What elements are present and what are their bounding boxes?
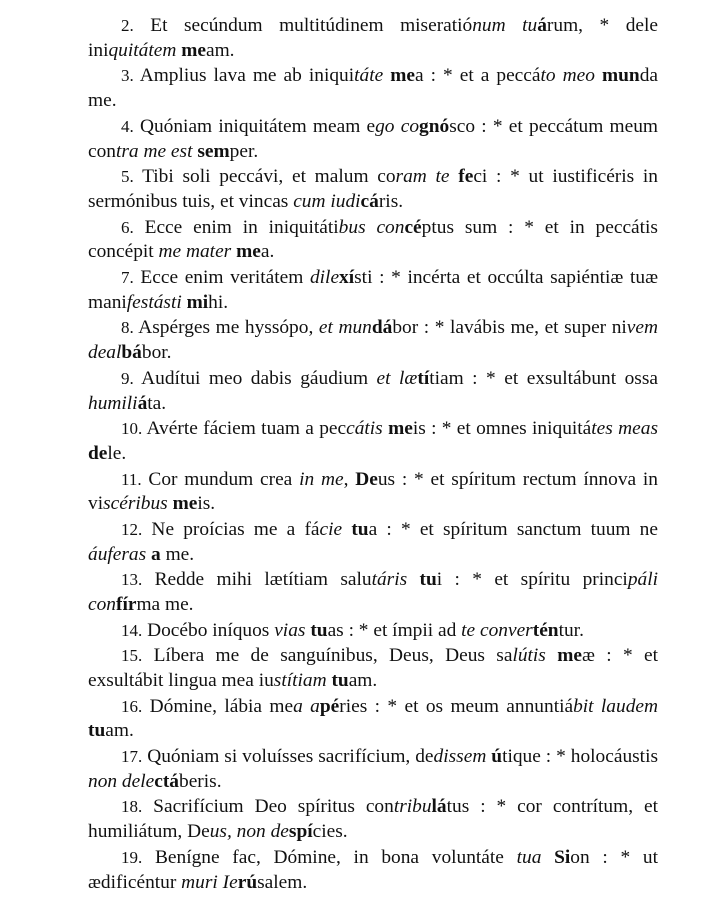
accent-syllable: me <box>181 39 206 61</box>
verse-text: rum, * dele ini <box>88 15 658 61</box>
cadence-text: cie <box>319 518 343 540</box>
verse-number: 14. <box>121 620 143 640</box>
cadence-text: scéribus <box>103 493 168 515</box>
verse-number: 19. <box>121 847 143 867</box>
verse-text: a. <box>260 241 275 263</box>
cadence-text: et læ <box>376 367 418 389</box>
accent-syllable: mi <box>186 291 209 313</box>
accent-syllable: fe <box>458 166 474 188</box>
verse-text: æ : * et exsultábit lingua mea iu <box>88 645 658 692</box>
verse-text: Redde mihi lætítiam salu <box>142 569 372 591</box>
accent-syllable: tu <box>88 720 106 742</box>
verse-text: as : * et ímpii ad <box>327 619 462 641</box>
verse-text: Docébo iníquos <box>142 619 275 641</box>
verse-number: 15. <box>121 646 143 666</box>
verse-text: i : * et spíritu princi <box>436 569 628 591</box>
verse <box>88 115 658 165</box>
verse-text: ci : * ut iustificéris in sermónibus tuis, et vincas <box>88 166 658 212</box>
verse-number: 4. <box>121 116 134 136</box>
verse-text: hi. <box>208 291 229 313</box>
verse-number: 5. <box>121 167 134 187</box>
verse-text: tique : * holocáustis <box>502 746 659 768</box>
cadence-text: non dele <box>88 770 155 792</box>
verse-number: 8. <box>121 318 134 338</box>
accent-syllable: tu <box>310 619 328 641</box>
verse <box>88 619 658 645</box>
accent-syllable: de <box>88 442 108 464</box>
verse <box>88 14 658 64</box>
verse-text <box>342 519 351 540</box>
verse-number: 18. <box>121 797 143 817</box>
cadence-text: lútis <box>512 645 546 667</box>
verse-text: Aspérges me hyssópo, <box>133 317 319 339</box>
cadence-text: táte <box>354 65 384 87</box>
verse <box>88 165 658 215</box>
verse-number: 2. <box>121 16 134 35</box>
cadence-text: bus con <box>338 216 405 238</box>
verse-text: tus : * cor contrítum, et humiliátum, De <box>88 796 658 843</box>
verse-text: Ne proícias me a fá <box>142 518 320 540</box>
accent-syllable: dá <box>371 317 393 339</box>
verse-text: Sacrifícium Deo spíritus con <box>142 796 394 818</box>
cadence-text: vem deal <box>88 317 658 364</box>
verse-text: Tibi soli peccávi, et malum co <box>133 166 396 188</box>
verse-text: bor : * lavábis me, et super ni <box>392 317 627 339</box>
verse <box>88 64 658 114</box>
accent-syllable: lá <box>431 796 447 818</box>
cadence-text: páli con <box>88 569 658 616</box>
cadence-text: vias <box>274 619 306 641</box>
verse-text: ta. <box>147 392 167 414</box>
accent-syllable: cé <box>404 216 422 238</box>
verse-text: on : * ut ædificéntur <box>88 846 658 893</box>
verse-text: me. <box>160 543 195 565</box>
verse-text: Quóniam iniquitátem meam e <box>133 115 376 137</box>
verse <box>88 518 658 568</box>
accent-syllable: ú <box>491 746 503 768</box>
cadence-text: go co <box>375 115 420 137</box>
cadence-text: festásti <box>126 291 182 313</box>
verse-number: 6. <box>121 217 134 237</box>
verse-text: ries : * et os meum annuntiá <box>339 695 574 717</box>
accent-syllable: me <box>390 65 415 87</box>
verse-text: Quóniam si voluísses sacrifícium, de <box>142 746 434 768</box>
verse-text: ris. <box>378 190 404 212</box>
cadence-text: a a <box>293 695 320 717</box>
accent-syllable: me <box>388 418 413 440</box>
cadence-text: muri Ie <box>181 871 238 893</box>
verse-text <box>546 645 557 666</box>
verse-text: sti : * incérta et occúlta sapiéntiæ tuæ mani <box>88 266 659 313</box>
verse-text: , <box>343 468 356 490</box>
verse-text: Cor mundum crea <box>141 468 300 490</box>
verse-text: ma me. <box>136 594 194 616</box>
cadence-text: num tu <box>472 15 538 36</box>
verse <box>88 367 658 417</box>
accent-syllable: á <box>137 392 148 414</box>
accent-syllable: me <box>557 645 582 667</box>
verse <box>88 316 658 366</box>
verse <box>88 745 658 795</box>
verse-text: a : * et spíritum sanctum tuum ne <box>368 518 658 540</box>
accent-syllable: tén <box>532 619 559 641</box>
accent-syllable: sem <box>197 140 230 162</box>
verse-text: us : * et spíritum rectum ínnova in vi <box>88 468 658 515</box>
cadence-text: quitátem <box>108 39 177 61</box>
accent-syllable: me <box>172 493 198 515</box>
verse <box>88 568 658 618</box>
verse <box>88 468 658 518</box>
accent-syllable: De <box>355 468 378 490</box>
accent-syllable: fír <box>116 594 137 616</box>
verse-number: 17. <box>121 747 143 767</box>
cadence-text: tra me est <box>116 140 193 162</box>
accent-syllable: cá <box>360 190 379 212</box>
verse-text <box>407 569 419 590</box>
verse-text: beris. <box>179 770 222 792</box>
verse-number: 9. <box>121 368 134 388</box>
verse <box>88 644 658 694</box>
cadence-text: tribu <box>393 796 432 818</box>
verse-number: 12. <box>121 519 143 539</box>
accent-syllable: bá <box>121 342 142 364</box>
verse-text: salem. <box>257 871 308 893</box>
accent-syllable: tu <box>351 518 369 540</box>
cadence-text: áuferas <box>88 543 147 565</box>
accent-syllable: ctá <box>154 770 179 792</box>
verse-text: Et secúndum multitúdinem miseratió <box>133 15 473 36</box>
cadence-text: cátis <box>346 418 383 440</box>
verse-text: per. <box>229 140 259 162</box>
accent-syllable: a <box>151 543 161 565</box>
verse-text: cies. <box>312 821 348 843</box>
verse <box>88 695 658 745</box>
verse-text: tur. <box>558 619 584 641</box>
cadence-text: bit laudem <box>573 695 659 717</box>
accent-syllable: pé <box>319 695 340 717</box>
accent-syllable: spí <box>288 821 313 843</box>
cadence-text: to meo <box>540 65 595 87</box>
verse-text: Ecce enim veritátem <box>133 266 310 288</box>
cadence-text: te conver <box>461 619 533 641</box>
verse-text: am. <box>205 39 235 61</box>
verse-number: 7. <box>121 267 134 287</box>
verse-text: tiam : * et exsultábunt ossa <box>429 367 658 389</box>
cadence-text: stítiam <box>273 670 327 692</box>
verse-number: 10. <box>121 419 143 439</box>
cadence-text: et mun <box>318 317 372 339</box>
accent-syllable: á <box>537 15 547 36</box>
cadence-text: dissem <box>433 746 487 768</box>
verse <box>88 417 658 467</box>
accent-syllable: Si <box>554 846 571 868</box>
verse <box>88 846 658 896</box>
verse-text: Dómine, lábia me <box>142 695 294 717</box>
verse <box>88 216 658 266</box>
cadence-text: in me <box>299 468 344 490</box>
accent-syllable: gnó <box>419 115 450 137</box>
accent-syllable: xí <box>339 266 355 288</box>
verse-number: 11. <box>121 469 142 489</box>
verse <box>88 266 658 316</box>
verse-text: am. <box>348 670 378 692</box>
verse-text: am. <box>105 720 134 742</box>
cadence-text: táris <box>371 569 408 591</box>
verse <box>88 795 658 845</box>
verse-text: Audítui meo dabis gáudium <box>133 367 377 389</box>
accent-syllable: me <box>236 241 261 263</box>
cadence-text: tes meas <box>591 418 658 440</box>
verse-text <box>595 65 602 86</box>
cadence-text: dile <box>309 266 340 288</box>
verse-text: ptus sum : * et in peccátis concépit <box>88 216 658 263</box>
accent-syllable: rú <box>237 871 258 893</box>
verse-text: Benígne fac, Dómine, in bona voluntáte <box>142 846 517 868</box>
verse-text: le. <box>107 442 127 464</box>
verse-text: bor. <box>141 342 172 364</box>
verse-text: Líbera me de sanguínibus, Deus, Deus sa <box>142 645 513 667</box>
accent-syllable: tí <box>417 367 430 389</box>
verse-text: sco : * et peccátum meum con <box>88 115 658 162</box>
verse-text: Ecce enim in iniquitáti <box>133 216 339 238</box>
cadence-text: me mater <box>158 241 232 263</box>
cadence-text: us, non de <box>209 821 289 843</box>
cadence-text: humili <box>88 392 138 414</box>
accent-syllable: tu <box>331 670 349 692</box>
verse-text: is : * et omnes iniquitá <box>412 418 592 440</box>
cadence-text: cum iudi <box>293 190 361 212</box>
verse-text: a : * et a peccá <box>414 65 541 87</box>
accent-syllable: mun <box>601 65 640 87</box>
verse-list <box>88 14 658 896</box>
verse-text <box>450 166 459 187</box>
verse-text: da me. <box>88 65 658 112</box>
verse-number: 13. <box>121 570 143 590</box>
verse-text: is. <box>197 493 216 515</box>
accent-syllable: tu <box>419 569 437 591</box>
cadence-text: ram te <box>395 166 450 188</box>
verse-text: Avérte fáciem tuam a pec <box>142 418 347 440</box>
verse-number: 3. <box>121 66 134 86</box>
verse-text: Amplius lava me ab iniqui <box>133 65 355 87</box>
cadence-text: tua <box>516 846 542 868</box>
verse-text <box>541 847 554 868</box>
verse-number: 16. <box>121 696 143 716</box>
